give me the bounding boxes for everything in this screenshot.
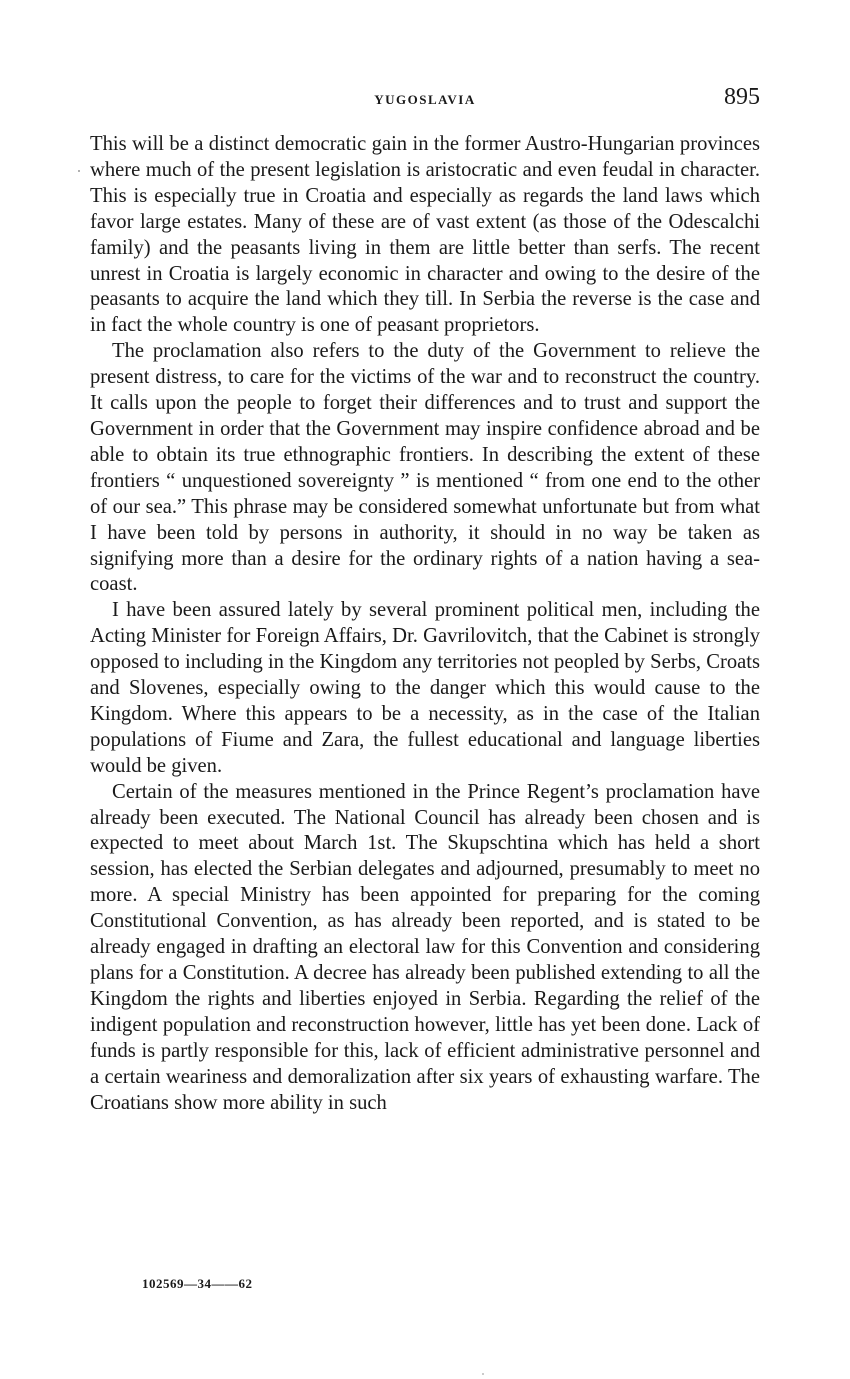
paragraph-3: I have been assured lately by several prominent political men, including the Acting Minister for Foreign Affairs, Dr. Gavrilovitch, that the Cabinet is strongly opposed to including in the Kingdom any territories not peopled by Serbs, Croats and Slovenes, especially owing to the danger which this would cause to the Kingdom. Where this appears to be a necessity, as in the case of the Italian populations of Fiume and Zara, the fullest educational and language liberties would be given.: [90, 599, 760, 777]
paragraph-4: Certain of the measures mentioned in the Prince Regent’s proclamation have already been executed. The National Council has already been chosen and is expected to meet about March 1st. The Skupschtina which has held a short session, has elected the Serbian delegates and adjourned, presumably to meet no more. A special Ministry has been appointed for preparing for the coming Constitutional Convention, as has already been reported, and is stated to be already engaged in drafting an electoral law for this Convention and considering plans for a Constitution. A decree has already been published extending to all the Kingdom the rights and liberties enjoyed in Serbia. Regarding the relief of the indigent population and reconstruction however, little has yet been done. Lack of funds is partly responsible for this, lack of efficient administrative personnel and a certain weariness and demoralization after six years of exhausting warfare. The Croatians show more ability in such: [90, 780, 760, 1114]
bottom-speck: [482, 1373, 484, 1375]
body-text: [90, 132, 760, 1116]
running-head: [90, 84, 760, 120]
margin-speck: [78, 170, 80, 172]
page-number: 895: [724, 84, 760, 110]
running-title: YUGOSLAVIA: [374, 92, 476, 107]
paragraph-1: This will be a distinct democratic gain in the former Austro-Hungarian provinces where much of the present legislation is aristocratic and even feudal in character. This is especially true in Croatia and especially as regards the land laws which favor large estates. Many of these are of vast extent (as those of the Odescalchi family) and the peasants living in them are little better than serfs. The recent unrest in Croatia is largely economic in character and owing to the desire of the peasants to acquire the land which they till. In Serbia the reverse is the case and in fact the whole country is one of peasant proprietors.: [90, 133, 760, 337]
document-page: [90, 84, 760, 1116]
paragraph-2: The proclamation also refers to the duty of the Government to relieve the present distress, to care for the victims of the war and to reconstruct the country. It calls upon the people to forget their differences and to trust and support the Government in order that the Government may inspire confidence abroad and be able to obtain its true ethnographic frontiers. In describing the extent of these frontiers “ unquestioned sovereignty ” is mentioned “ from one end to the other of our sea.” This phrase may be considered somewhat unfortunate but from what I have been told by persons in authority, it should in no way be taken as signifying more than a desire for the ordinary rights of a nation having a sea-coast.: [90, 340, 760, 596]
print-code: 102569—34——62: [142, 1276, 253, 1291]
